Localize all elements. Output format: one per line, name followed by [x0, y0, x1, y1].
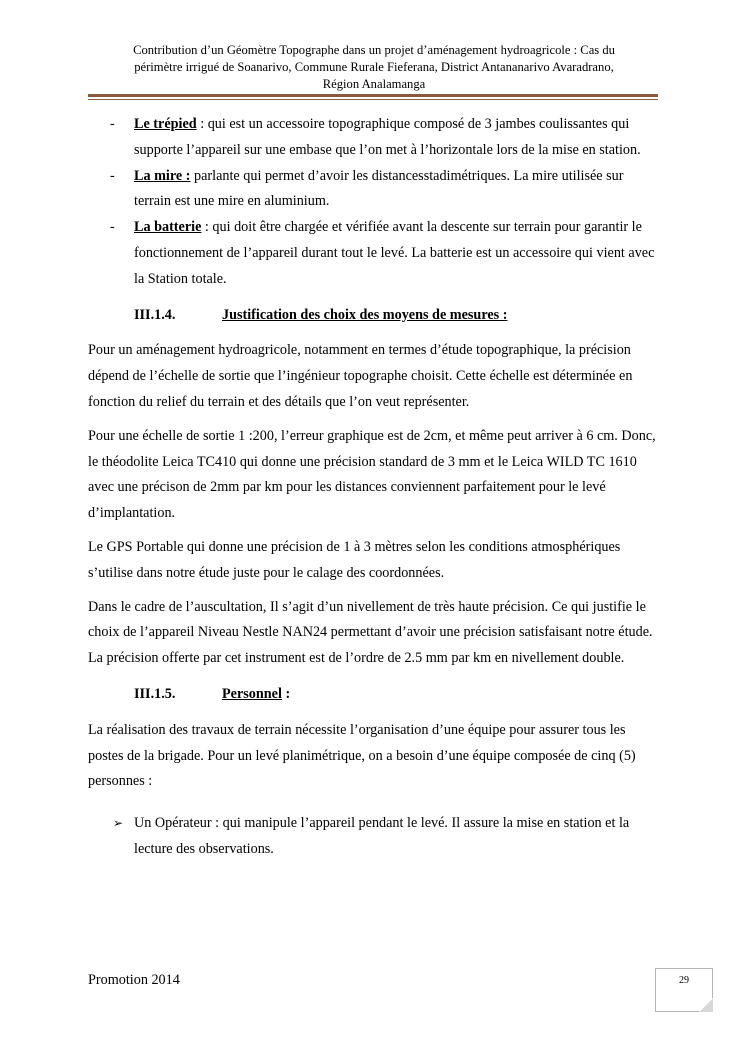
bullet-text: Un Opérateur : qui manipule l’appareil pendant le levé. Il assure la mise en station et la lecture des observations.	[134, 815, 630, 857]
dash-bullet: -	[110, 219, 115, 236]
page-number: 29	[679, 975, 689, 986]
header-line-3: Région Analamanga	[322, 77, 426, 91]
paragraph: Le GPS Portable qui donne une précision de 1 à 3 mètres selon les conditions atmosphériques s’utilise dans notre étude juste pour le calage des coordonnées.	[88, 538, 621, 581]
item-text: parlante qui permet d’avoir les distancesstadimétriques. La mire utilisée sur terrain est une mire en aluminium.	[134, 167, 624, 210]
section-title-suffix: :	[281, 685, 291, 702]
item-text: : qui doit être chargée et vérifiée avant la descente sur terrain pour garantir le fonctionnement de l’appareil durant tout le levé. La batterie est un accessoire qui vient avec la Station totale.	[134, 219, 655, 287]
section-title: Personnel	[222, 685, 282, 702]
page-body	[88, 112, 658, 863]
item-term: La mire :	[134, 167, 191, 184]
footer-promotion: Promotion 2014	[88, 972, 180, 988]
equipment-item-tripod	[88, 112, 658, 164]
header-rule-thin	[88, 99, 658, 100]
section-title: Justification des choix des moyens de mesures :	[222, 306, 508, 323]
section-heading-personnel	[134, 682, 658, 708]
page-number-box	[655, 968, 713, 1012]
header-line-1: Contribution d’un Géomètre Topographe dans un projet d’aménagement hydroagricole : Cas du	[133, 43, 615, 57]
page-fold-corner	[699, 998, 713, 1012]
arrow-bullet-icon: ➢	[113, 816, 124, 831]
section-number: III.1.4.	[134, 306, 176, 323]
paragraph: Pour une échelle de sortie 1 :200, l’erreur graphique est de 2cm, et même peut arriver à 6 cm. Donc, le théodolite Leica TC410 qui donne une précision standard de 3 mm et le Leica WILD TC 1610 avec une précison de 2mm par km pour les distances conviennent parfaitement pour le levé d’implantation.	[88, 427, 656, 522]
section-heading-justification	[134, 303, 658, 329]
section-number: III.1.5.	[134, 685, 176, 702]
paragraph: Dans le cadre de l’auscultation, Il s’agit d’un nivellement de très haute précision. Ce qui justifie le choix de l’appareil Niveau Nestle NAN24 permettant d’avoir une précision satisfaisant notre étude. La précision offerte par cet instrument est de l’ordre de 2.5 mm par km en nivellement double.	[88, 598, 653, 667]
equipment-item-rod	[88, 164, 658, 216]
equipment-item-battery	[88, 215, 658, 292]
running-header	[96, 42, 652, 93]
dash-bullet: -	[110, 167, 115, 184]
item-text: : qui est un accessoire topographique composé de 3 jambes coulissantes qui supporte l’appareil sur une embase que l’on met à l’horizontale lors de la mise en station.	[134, 116, 641, 158]
bullet-item-operator	[88, 811, 658, 863]
item-term: Le trépied	[134, 116, 197, 132]
header-line-2: périmètre irrigué de Soanarivo, Commune Rurale Fieferana, District Antananarivo Avaradrano,	[134, 60, 614, 74]
paragraph: La réalisation des travaux de terrain nécessite l’organisation d’une équipe pour assurer tous les postes de la brigade. Pour un levé planimétrique, on a besoin d’une équipe composée de cinq (5) personnes :	[88, 721, 636, 790]
item-term: La batterie	[134, 219, 202, 236]
header-rule-thick	[88, 94, 658, 97]
paragraph: Pour un aménagement hydroagricole, notamment en termes d’étude topographique, la précision dépend de l’échelle de sortie que l’ingénieur topographe choisit. Cette échelle est déterminée en fonction du relief du terrain et des détails que l’on veut représenter.	[88, 342, 633, 410]
dash-bullet: -	[110, 116, 115, 132]
